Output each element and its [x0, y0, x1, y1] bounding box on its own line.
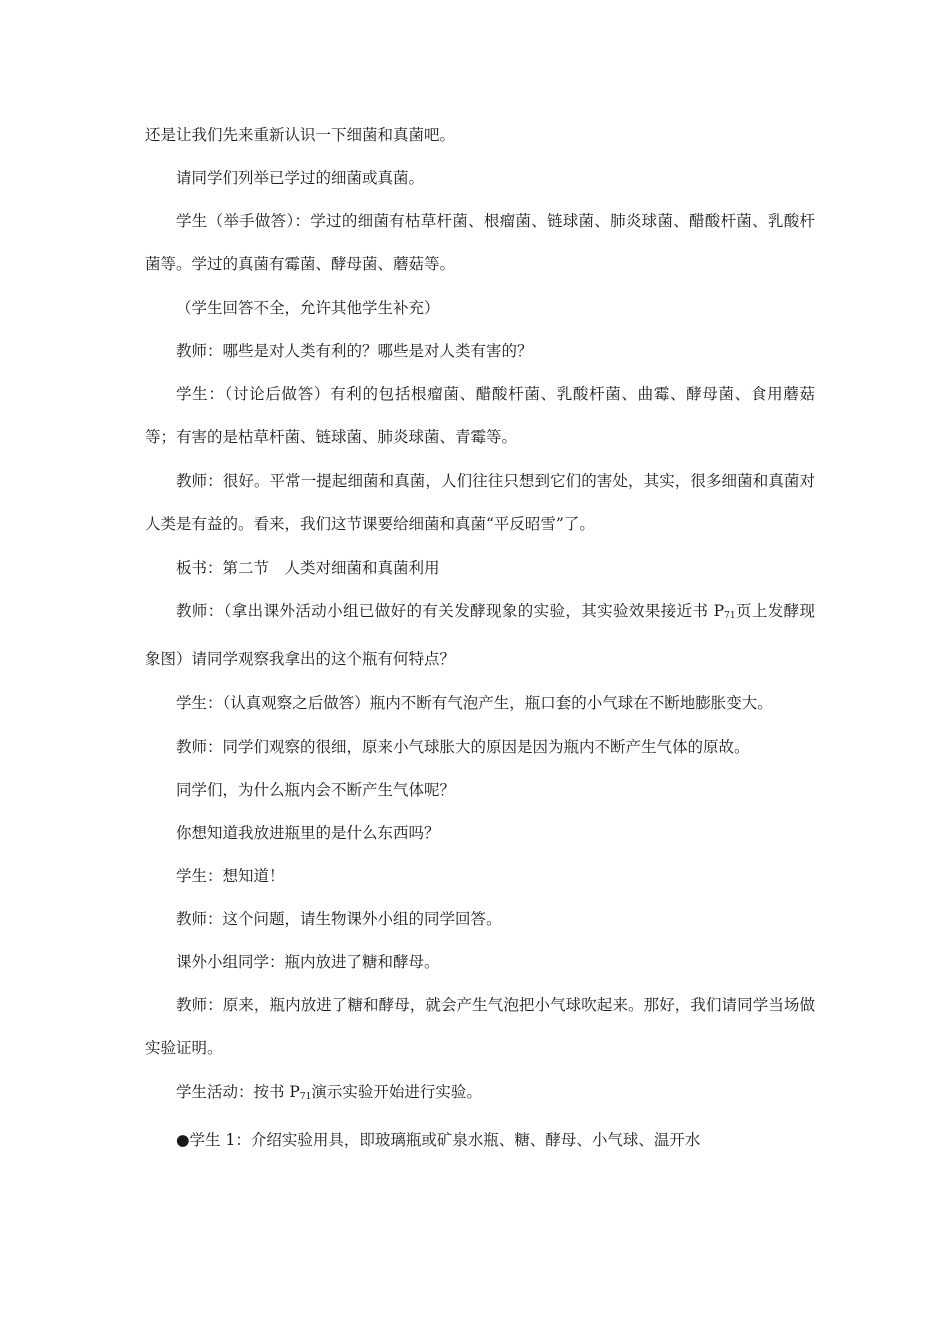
- paragraph-board-title: 板书：第二节 人类对细菌和真菌利用: [176, 559, 440, 577]
- text-segment: 页上发酵现象图）请同学观察我拿出的这个瓶有何特点？: [145, 602, 815, 668]
- paragraph-student-answer-2: 学生：（讨论后做答）有利的包括根瘤菌、醋酸杆菌、乳酸杆菌、曲霉、酵母菌、食用蘑菇等；有害的是枯草杆菌、链球菌、肺炎球菌、青霉等。: [145, 385, 815, 446]
- paragraph-teacher-delegate: 教师：这个问题，请生物课外小组的同学回答。: [176, 910, 502, 928]
- text-segment: 演示实验开始进行实验。: [311, 1083, 482, 1101]
- paragraph-student-observation: 学生：（认真观察之后做答）瓶内不断有气泡产生，瓶口套的小气球在不断地膨胀变大。: [176, 694, 773, 712]
- paragraph-teacher-experiment: [145, 590, 815, 681]
- paragraph-group-answer: 课外小组同学：瓶内放进了糖和酵母。: [176, 953, 440, 971]
- paragraph-student-activity: [145, 1079, 815, 1110]
- paragraph-teacher-explain: 教师：同学们观察的很细，原来小气球胀大的原因是因为瓶内不断产生气体的原故。: [176, 738, 750, 756]
- paragraph-student-1: ●学生 1：介绍实验用具，即玻璃瓶或矿泉水瓶、糖、酵母、小气球、温开水: [176, 1131, 701, 1149]
- paragraph-teacher-question: 教师：哪些是对人类有利的？哪些是对人类有害的？: [176, 342, 533, 360]
- paragraph-intro: 还是让我们先来重新认识一下细菌和真菌吧。: [145, 126, 456, 144]
- text-segment: 学生活动：按书 P: [176, 1083, 300, 1101]
- paragraph-student-answer-1: 学生（举手做答）：学过的细菌有枯草杆菌、根瘤菌、链球菌、肺炎球菌、醋酸杆菌、乳酸杆菌等。学过的真菌有霉菌、酵母菌、蘑菇等。: [145, 212, 815, 273]
- page-subscript: 71: [724, 611, 736, 621]
- page-subscript: 71: [299, 1092, 312, 1102]
- paragraph-question-what: 你想知道我放进瓶里的是什么东西吗？: [176, 824, 440, 842]
- paragraph-teacher-prompt: 请同学们列举已学过的细菌或真菌。: [176, 169, 425, 187]
- document-body: [145, 122, 815, 1170]
- paragraph-student-want: 学生：想知道！: [176, 867, 285, 885]
- text-segment: 教师：（拿出课外活动小组已做好的有关发酵现象的实验，其实验效果接近书 P: [176, 602, 725, 620]
- paragraph-question-why: 同学们，为什么瓶内会不断产生气体呢？: [176, 781, 456, 799]
- paragraph-teacher-demo: 教师：原来，瓶内放进了糖和酵母，就会产生气泡把小气球吹起来。那好，我们请同学当场做实验证明。: [145, 996, 815, 1057]
- paragraph-note: （学生回答不全，允许其他学生补充）: [176, 299, 440, 317]
- paragraph-teacher-comment: 教师：很好。平常一提起细菌和真菌，人们往往只想到它们的害处，其实，很多细菌和真菌对人类是有益的。看来，我们这节课要给细菌和真菌“平反昭雪”了。: [145, 472, 815, 533]
